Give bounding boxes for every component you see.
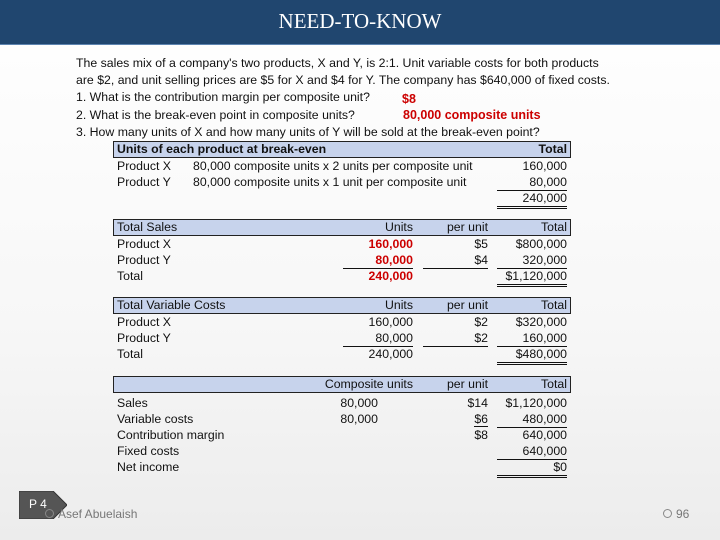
problem-line: are $2, and unit selling prices are $5 for X and $4 for Y. The company has $640,000 of fixed costs. [76, 73, 610, 88]
row-label: Product Y [117, 253, 171, 267]
row-calc: 80,000 composite units x 2 units per composite unit [193, 159, 473, 173]
row-total: $0 [497, 460, 567, 478]
bullet-icon [663, 509, 672, 518]
total-sales-table [113, 219, 571, 285]
row-units: 160,000 [368, 237, 413, 251]
row-per-unit: $8 [474, 428, 488, 442]
problem-line: The sales mix of a company's two products, X and Y, is 2:1. Unit variable costs for both products [76, 56, 599, 70]
row-units: 80,000 [340, 396, 378, 410]
row-label: Total [117, 269, 143, 283]
row-units: 240,000 [368, 269, 413, 283]
row-total: 480,000 [497, 412, 567, 428]
row-total: 320,000 [497, 253, 567, 269]
question-1-text: 1. What is the contribution margin per composite unit? [76, 90, 370, 105]
problem-question-1 [76, 89, 686, 106]
row-label: Product X [117, 237, 171, 251]
total-header: Total [538, 142, 567, 156]
row-per-unit: $5 [474, 237, 488, 251]
units-header: Units [384, 220, 413, 234]
row-calc: 80,000 composite units x 1 unit per composite unit [193, 175, 467, 189]
row-units: 80,000 [343, 253, 413, 269]
table-header: Units of each product at break-even [117, 142, 327, 156]
row-total: 80,000 [497, 175, 567, 191]
slide-title: NEED-TO-KNOW [278, 9, 442, 33]
composite-units-header: Composite units [324, 377, 413, 391]
row-per-unit: $4 [423, 253, 488, 269]
objective-label: P 4 [29, 497, 47, 511]
table-header: Total Variable Costs [117, 298, 226, 312]
page-number: 96 [676, 507, 690, 521]
problem-statement [76, 55, 686, 141]
per-unit-header: per unit [446, 298, 488, 312]
grand-total: 240,000 [497, 191, 567, 209]
row-label: Total [117, 347, 143, 361]
total-header: Total [541, 220, 567, 234]
row-units: 240,000 [368, 347, 413, 361]
row-total: 640,000 [522, 428, 567, 442]
total-header: Total [541, 377, 567, 391]
row-total: $1,120,000 [505, 396, 567, 410]
answer-1: $8 [402, 92, 416, 107]
per-unit-header: per unit [446, 220, 488, 234]
per-unit-value: $6 [474, 412, 488, 426]
row-label: Sales [117, 396, 148, 410]
row-per-unit [423, 412, 488, 427]
row-total: 160,000 [522, 159, 567, 173]
row-label: Contribution margin [117, 428, 225, 442]
row-per-unit: $2 [423, 331, 488, 347]
total-header: Total [541, 298, 567, 312]
row-units: 80,000 [340, 412, 378, 426]
row-total: $480,000 [497, 347, 567, 365]
row-per-unit: $14 [467, 396, 488, 410]
row-units: 80,000 [343, 331, 413, 347]
row-label: Product X [117, 159, 171, 173]
question-2-text: 2. What is the break-even point in composite units? [76, 107, 355, 122]
answer-2: 80,000 composite units [403, 107, 541, 122]
problem-line: 3. How many units of X and how many units of Y will be sold at the break-even point? [76, 124, 540, 139]
row-per-unit: $2 [474, 315, 488, 329]
per-unit-header: per unit [446, 377, 488, 391]
income-statement-table [113, 376, 571, 476]
bullet-icon [45, 509, 54, 518]
row-total: 640,000 [497, 444, 567, 460]
footer-author [45, 507, 137, 521]
row-units: 160,000 [368, 315, 413, 329]
slide-title-bar [0, 0, 720, 45]
row-total: 160,000 [497, 331, 567, 347]
units-header: Units [384, 298, 413, 312]
row-label: Product X [117, 315, 171, 329]
units-breakeven-table [113, 141, 571, 207]
problem-question-2 [76, 107, 686, 124]
footer-page-number [663, 507, 689, 521]
total-variable-costs-table [113, 297, 571, 363]
row-label: Net income [117, 460, 180, 474]
row-label: Variable costs [117, 412, 194, 426]
row-total: $320,000 [515, 315, 567, 329]
row-label: Product Y [117, 331, 171, 345]
row-label: Fixed costs [117, 444, 180, 458]
row-total: $800,000 [515, 237, 567, 251]
table-header: Total Sales [117, 220, 178, 234]
author-name: Asef Abuelaish [58, 507, 138, 521]
row-total: $1,120,000 [497, 269, 567, 287]
row-label: Product Y [117, 175, 171, 189]
